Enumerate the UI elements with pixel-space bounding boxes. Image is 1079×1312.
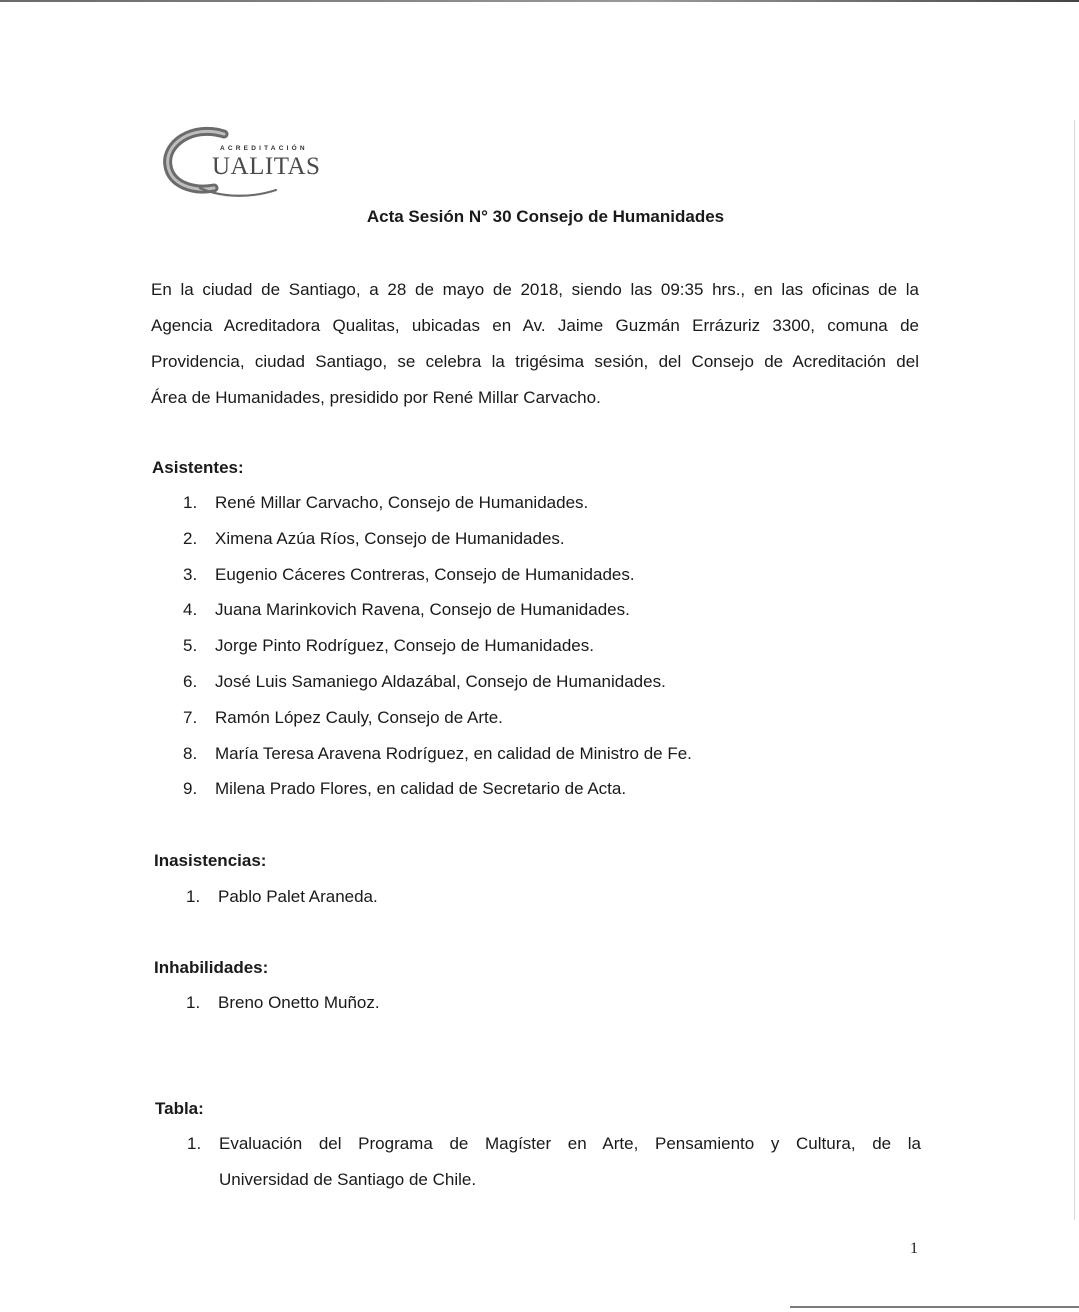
intro-line: Providencia, ciudad Santiago, se celebra la trigésima sesión, del Consejo de Acreditación del (151, 352, 919, 371)
qualitas-logo-graphic (162, 126, 342, 206)
list-item (183, 527, 692, 563)
list-item-number: 1. (186, 887, 201, 906)
intro-paragraph (151, 272, 919, 416)
list-item-number: 4. (183, 600, 198, 620)
asistentes-heading: Asistentes: (152, 458, 244, 477)
list-item (186, 885, 378, 921)
list-item-text: María Teresa Aravena Rodríguez, en calidad de Ministro de Fe. (215, 743, 692, 763)
list-item-number: 2. (183, 528, 198, 548)
inasistencias-list (186, 885, 378, 921)
list-item (186, 991, 380, 1027)
list-item-number: 3. (183, 564, 198, 584)
list-item-text: Jorge Pinto Rodríguez, Consejo de Humanidades. (215, 636, 594, 656)
inhabilidades-list (186, 991, 380, 1027)
list-item-number: 8. (183, 743, 198, 763)
logo-main-text: UALITAS (212, 153, 321, 180)
list-item (183, 634, 692, 670)
tabla-heading: Tabla: (155, 1099, 204, 1118)
inasistencias-heading: Inasistencias: (154, 851, 267, 870)
list-item-text: Ramón López Cauly, Consejo de Arte. (215, 707, 503, 727)
list-item-text: Breno Onetto Muñoz. (218, 993, 380, 1012)
tabla-list-item (187, 1126, 921, 1198)
list-item (183, 670, 692, 706)
list-item-text: Ximena Azúa Ríos, Consejo de Humanidades. (215, 528, 565, 548)
list-item (183, 563, 692, 599)
scan-bottom-edge (790, 1306, 1079, 1308)
tabla-item-line: Evaluación del Programa de Magíster en Arte, Pensamiento y Cultura, de la (219, 1134, 921, 1153)
list-item-text: René Millar Carvacho, Consejo de Humanidades. (215, 493, 589, 512)
list-item (183, 491, 692, 527)
scan-top-edge (0, 0, 1079, 2)
list-item-number: 1. (186, 993, 201, 1012)
page-number: 1 (910, 1240, 918, 1257)
list-item-number: 5. (183, 636, 198, 656)
intro-line: Área de Humanidades, presidido por René Millar Carvacho. (151, 388, 601, 407)
logo-small-text: ACREDITACIÓN (220, 145, 308, 152)
intro-line: Agencia Acreditadora Qualitas, ubicadas en Av. Jaime Guzmán Errázuriz 3300, comuna de (151, 316, 919, 335)
list-item-text: Juana Marinkovich Ravena, Consejo de Humanidades. (215, 600, 630, 620)
list-item-number: 7. (183, 707, 198, 727)
list-item (183, 742, 692, 778)
list-item (183, 598, 692, 634)
tabla-item-line: Universidad de Santiago de Chile. (219, 1170, 477, 1189)
asistentes-list (183, 491, 692, 813)
list-item (183, 706, 692, 742)
list-item-number: 9. (183, 779, 198, 799)
list-item-text: Milena Prado Flores, en calidad de Secretario de Acta. (215, 779, 627, 799)
list-item-number: 6. (183, 671, 198, 691)
intro-line: En la ciudad de Santiago, a 28 de mayo de 2018, siendo las 09:35 hrs., en las oficinas de la (151, 280, 919, 299)
list-item-number: 1. (183, 493, 198, 512)
list-item-text: Pablo Palet Araneda. (218, 887, 378, 906)
document-title: Acta Sesión N° 30 Consejo de Humanidades (366, 207, 725, 226)
inhabilidades-heading: Inhabilidades: (154, 958, 269, 977)
list-item-text: José Luis Samaniego Aldazábal, Consejo de Humanidades. (215, 671, 666, 691)
list-item-number: 1. (187, 1134, 202, 1153)
list-item-text: Eugenio Cáceres Contreras, Consejo de Humanidades. (215, 564, 635, 584)
list-item (183, 777, 692, 813)
qualitas-logo-icon (162, 126, 342, 206)
scan-right-edge (1074, 120, 1075, 1220)
